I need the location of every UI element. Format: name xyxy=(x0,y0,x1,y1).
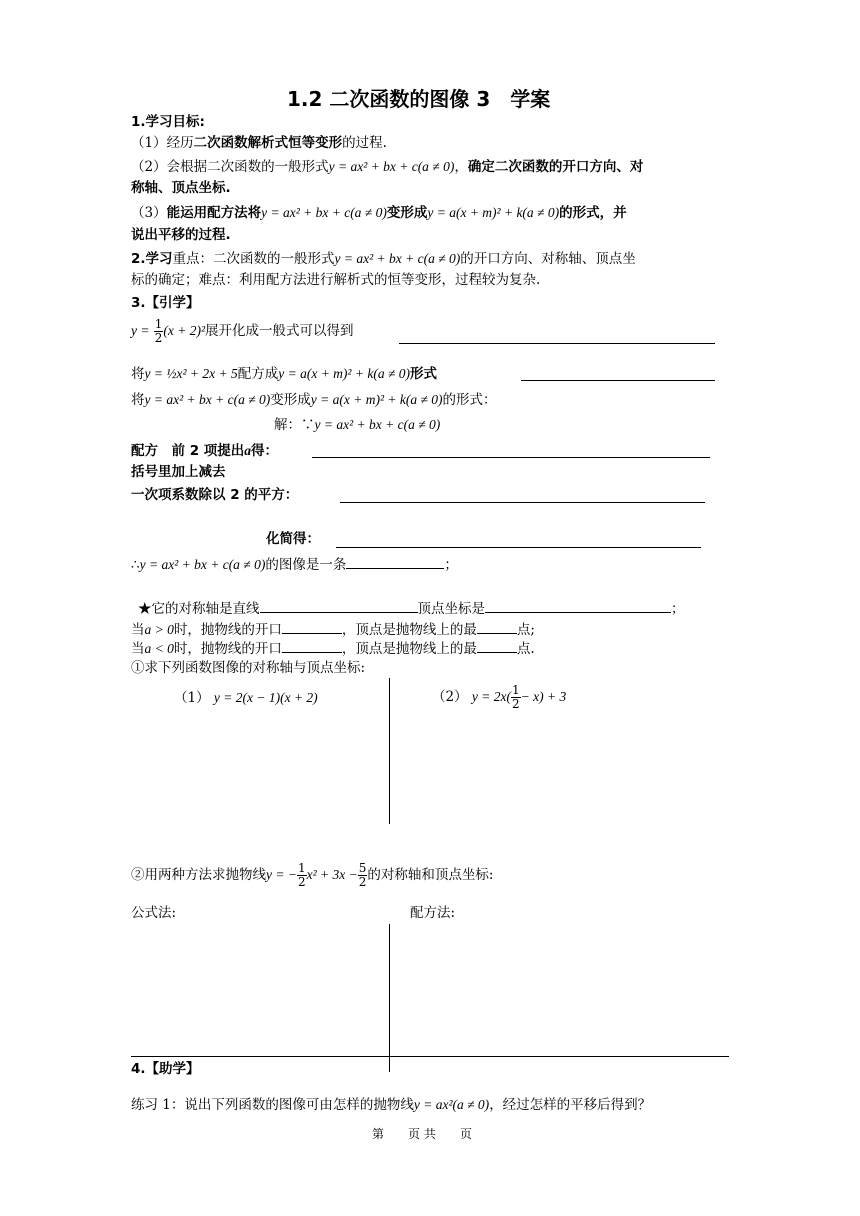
intro-line-2: 将y = ½x² + 2x + 5配方成y = a(x + m)² + k(a ≠ 0)形式 xyxy=(131,366,437,382)
axis-vertex-line: ★它的对称轴是直线 顶点坐标是 ； xyxy=(138,601,685,617)
answer-blank-6[interactable] xyxy=(346,556,444,569)
answer-blank-min[interactable] xyxy=(477,621,517,634)
divider-q1 xyxy=(389,678,390,824)
solution-start: 解：∵y = ax² + bx + c(a ≠ 0) xyxy=(274,417,441,433)
intro-line-1: y = $\frac{1}{2}$ (x + 2)²展开化成一般式可以得到 xyxy=(131,317,354,346)
intro-line-3: 将y = ax² + bx + c(a ≠ 0)变形成y = a(x + m)² + k(a ≠ 0)的形式： xyxy=(131,392,497,408)
objective-3-cont: 说出平移的过程. xyxy=(131,227,231,243)
method-completing-square: 配方法: xyxy=(410,905,456,921)
fraction-half: $\frac{1}{2}$ xyxy=(154,317,163,346)
answer-blank-4[interactable] xyxy=(340,502,705,503)
question-1-part-1: （1） y = 2(x − 1)(x + 2) xyxy=(174,690,318,706)
section1-heading: 1.学习目标: xyxy=(131,114,205,130)
objective-2: （2）会根据二次函数的一般形式y = ax² + bx + c(a ≠ 0)，确定二次函数的开口方向、对 xyxy=(131,159,644,175)
answer-blank-open-up[interactable] xyxy=(282,621,342,634)
step-half-coefficient: 一次项系数除以 2 的平方： xyxy=(131,487,299,503)
objective-3: （3）能运用配方法将y = ax² + bx + c(a ≠ 0)变形成y = a(x + m)² + k(a ≠ 0)的形式，并 xyxy=(131,205,627,221)
step-add-subtract: 括号里加上减去 xyxy=(131,464,226,480)
method-formula: 公式法: xyxy=(131,905,177,921)
answer-blank-1[interactable] xyxy=(399,343,715,344)
exercise-1: 练习 1：说出下列函数的图像可由怎样的抛物线y = ax²(a ≠ 0)，经过怎样的平移后得到？ xyxy=(131,1097,652,1113)
page-footer: 第 页 共 页 xyxy=(372,1127,472,1141)
page-title: 1.2 二次函数的图像 3 学案 xyxy=(287,87,551,111)
section3-heading: 3.【引学】 xyxy=(131,295,200,311)
answer-blank-max[interactable] xyxy=(477,640,517,653)
section-separator xyxy=(131,1056,729,1057)
divider-q2 xyxy=(389,924,390,1072)
a-negative-line: 当a < 0时，抛物线的开口 ，顶点是抛物线上的最 点. xyxy=(131,641,535,657)
objective-1: （1）经历二次函数解析式恒等变形的过程. xyxy=(131,135,387,151)
step-simplify: 化简得： xyxy=(266,531,320,547)
answer-blank-2[interactable] xyxy=(521,380,715,381)
key-points-cont: 标的确定；难点：利用配方法进行解析式的恒等变形，过程较为复杂. xyxy=(131,272,541,288)
answer-blank-axis[interactable] xyxy=(260,600,418,613)
a-positive-line: 当a > 0时，抛物线的开口 ，顶点是抛物线上的最 点; xyxy=(131,622,535,638)
fraction-1: $\frac{1}{2}$ xyxy=(297,861,306,890)
objective-2-cont: 称轴、顶点坐标. xyxy=(131,180,231,196)
answer-blank-open-down[interactable] xyxy=(282,640,342,653)
fraction-half-2: $\frac{1}{2}$ xyxy=(511,683,520,712)
answer-blank-vertex[interactable] xyxy=(485,600,671,613)
question-1: ①求下列函数图像的对称轴与顶点坐标: xyxy=(131,660,366,676)
answer-blank-5[interactable] xyxy=(336,547,701,548)
answer-blank-3[interactable] xyxy=(312,457,710,458)
graph-is-line: ∴y = ax² + bx + c(a ≠ 0)的图像是一条 ； xyxy=(131,557,458,573)
fraction-2: $\frac{5}{2}$ xyxy=(358,861,367,890)
question-2: ②用两种方法求抛物线y = − $\frac{1}{2}$ x² + 3x − $\frac{5}{2}$ 的对称轴和顶点坐标: xyxy=(131,861,494,890)
step-complete-square: 配方 前 2 项提出a得： xyxy=(131,443,279,459)
question-1-part-2: （2） y = 2x( $\frac{1}{2}$ − x) + 3 xyxy=(432,683,567,712)
section4-heading: 4.【助学】 xyxy=(131,1061,200,1077)
key-points: 2.学习重点：二次函数的一般形式y = ax² + bx + c(a ≠ 0)的开口方向、对称轴、顶点坐 xyxy=(131,251,636,267)
